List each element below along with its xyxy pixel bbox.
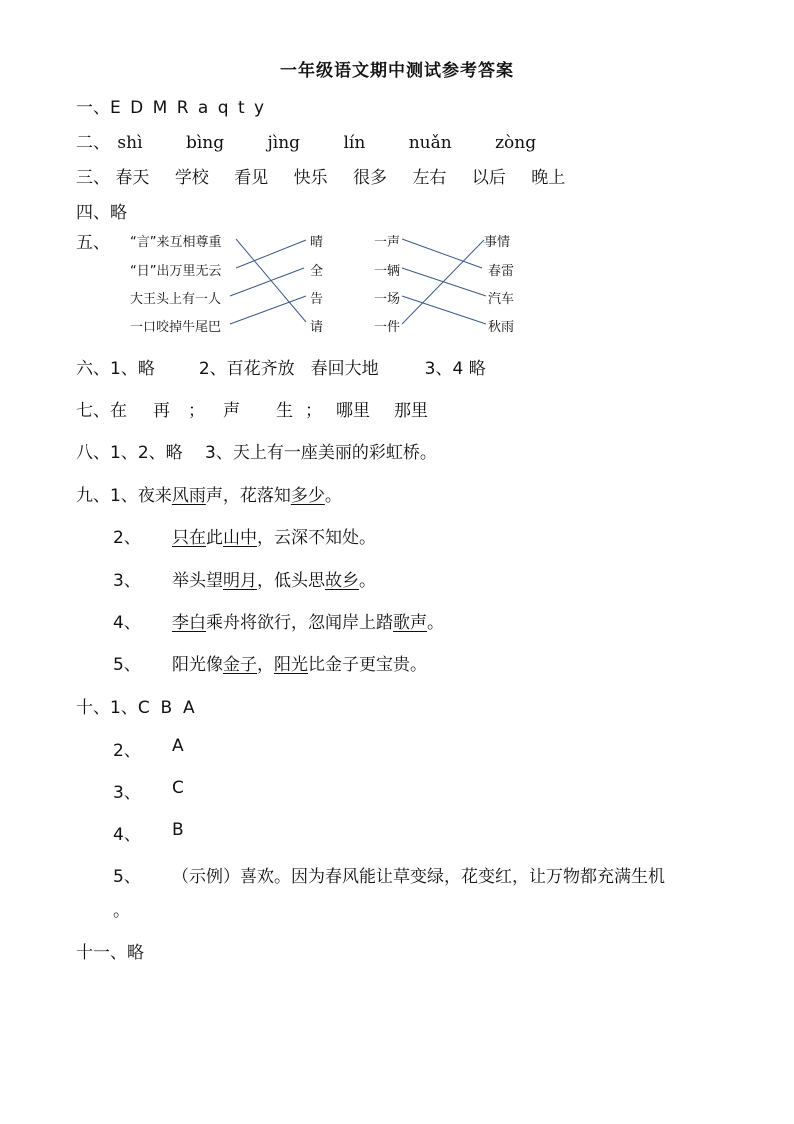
- section-9-line-3: [172, 566, 376, 591]
- match-mid-item: 告: [310, 292, 324, 307]
- word-item: 晚上: [531, 168, 566, 188]
- section-11: [76, 938, 144, 963]
- section-4-label: 四、: [76, 203, 110, 223]
- poem-text: 。: [324, 486, 342, 506]
- word-item: 学校: [174, 168, 209, 188]
- word-item: 春天: [115, 168, 150, 188]
- section-10-answer: B: [172, 820, 184, 840]
- poem-text: 举头望: [172, 571, 223, 591]
- section-7-item: 那里: [394, 401, 428, 421]
- pinyin-item: shì: [117, 133, 143, 153]
- section-5-label: 五、: [76, 233, 110, 253]
- match-noun-item: 事情: [484, 235, 511, 250]
- match-mid-item: 全: [310, 264, 324, 279]
- section-8-label: 八、: [76, 443, 110, 463]
- section-6-label: 六、: [76, 359, 110, 379]
- section-10-answer-end: 。: [113, 901, 130, 921]
- section-7-item: ；: [188, 401, 205, 421]
- word-item: 左右: [412, 168, 447, 188]
- line-number: 3、: [113, 783, 141, 803]
- poem-blank-answer: 金子: [223, 655, 257, 675]
- poem-blank-answer: 歌声: [393, 613, 427, 633]
- line-number: 4、: [113, 613, 141, 633]
- match-measure-item: 一声: [374, 235, 401, 250]
- section-6-part: 1、略: [110, 359, 155, 379]
- section-1-label: 一、: [76, 98, 110, 118]
- line-number: 4、: [113, 825, 141, 845]
- match-measure-item: 一场: [374, 292, 401, 307]
- word-item: 很多: [353, 168, 388, 188]
- poem-text: ，云深不知处。: [257, 528, 376, 548]
- match-line: [230, 268, 304, 296]
- section-10-answer: A: [172, 736, 184, 756]
- poem-text: 声，花落知: [205, 486, 291, 506]
- section-8: [76, 438, 437, 463]
- match-line: [402, 240, 484, 324]
- match-line: [402, 239, 482, 268]
- section-6-part: 3、4 略: [424, 359, 486, 379]
- poem-text: 比金子更宝贵。: [308, 655, 427, 675]
- pinyin-item: nuǎn: [408, 133, 452, 153]
- poem-text: ，: [257, 655, 274, 675]
- poem-blank-answer: 明月: [223, 571, 257, 591]
- poem-blank-answer: 山中: [223, 528, 257, 548]
- section-7-item: 哪里: [336, 401, 370, 421]
- section-3-label: 三、: [76, 168, 110, 188]
- section-9-line-4: [172, 608, 444, 633]
- section-7-item: 生: [276, 401, 293, 421]
- poem-text: 乘舟将欲行，忽闻岸上踏: [206, 613, 393, 633]
- section-7-item: 在: [110, 401, 127, 421]
- poem-blank-answer: 多少: [290, 486, 325, 506]
- match-line: [402, 296, 486, 324]
- section-4-answer: 略: [110, 203, 127, 223]
- section-7-label: 七、: [76, 401, 110, 421]
- section-10-line-1: [76, 693, 195, 718]
- poem-blank-answer: 阳光: [274, 655, 308, 675]
- section-7-item: 再: [153, 401, 170, 421]
- match-left-item: “日”出万里无云: [130, 264, 222, 279]
- word-item: 快乐: [293, 168, 328, 188]
- page-title: 一年级语文期中测试参考答案: [280, 61, 514, 81]
- line-number: 5、: [113, 867, 141, 887]
- section-11-answer: 略: [127, 943, 144, 963]
- poem-text: 此: [206, 528, 223, 548]
- match-measure-item: 一件: [374, 320, 401, 335]
- section-10-answer: 1、C B A: [110, 698, 195, 718]
- line-number: 5、: [113, 655, 141, 675]
- word-item: 以后: [471, 168, 506, 188]
- match-line: [236, 240, 306, 268]
- pinyin-item: jìng: [267, 133, 301, 153]
- poem-text: 夜来: [137, 486, 172, 506]
- section-9-label: 九、: [76, 486, 110, 506]
- section-6: [76, 354, 486, 379]
- line-number: 1、: [110, 486, 138, 506]
- section-1-answer: E D M R a q t y: [110, 98, 267, 118]
- line-number: 3、: [113, 571, 141, 591]
- line-number: 2、: [113, 528, 141, 548]
- match-line: [230, 296, 306, 324]
- poem-blank-answer: 故乡: [325, 571, 359, 591]
- match-left-item: 一口咬掉牛尾巴: [130, 320, 222, 335]
- section-9-line-5: [172, 650, 427, 675]
- section-2-label: 二、: [76, 133, 110, 153]
- poem-blank-answer: 只在: [172, 528, 206, 548]
- poem-text: 阳光像: [172, 655, 223, 675]
- section-10-answer: （示例）喜欢。因为春风能让草变绿，花变红，让万物都充满生机: [172, 867, 665, 887]
- section-10-answer: C: [172, 778, 184, 798]
- section-7-item: ；: [305, 401, 322, 421]
- section-7: [76, 396, 428, 421]
- pinyin-item: bìng: [185, 133, 225, 153]
- poem-text: 。: [359, 571, 376, 591]
- match-left-item: 大王头上有一人: [130, 292, 222, 307]
- section-11-label: 十一、: [76, 943, 127, 963]
- match-mid-item: 请: [310, 320, 324, 335]
- section-7-item: 声: [223, 401, 240, 421]
- poem-text: ，低头思: [257, 571, 325, 591]
- section-9-line-2: [172, 523, 376, 548]
- match-left-item: “言”来互相尊重: [130, 235, 222, 250]
- match-noun-item: 汽车: [488, 292, 515, 307]
- match-measure-item: 一辆: [374, 264, 401, 279]
- pinyin-item: zòng: [495, 133, 537, 153]
- match-noun-item: 秋雨: [488, 320, 515, 335]
- section-10-label: 十、: [76, 698, 110, 718]
- poem-text: 。: [427, 613, 444, 633]
- word-item: 看见: [234, 168, 269, 188]
- pinyin-item: lín: [343, 133, 366, 153]
- poem-blank-answer: 李白: [172, 613, 206, 633]
- section-9-line-1: [76, 481, 342, 506]
- line-number: 2、: [113, 741, 141, 761]
- section-6-part: 春回大地: [310, 359, 379, 379]
- match-line: [402, 268, 486, 296]
- match-noun-item: 春雷: [488, 264, 515, 279]
- match-mid-item: 晴: [310, 235, 324, 250]
- section-6-part: 2、百花齐放: [198, 359, 295, 379]
- poem-blank-answer: 风雨: [171, 486, 206, 506]
- section-8-answer: 1、2、略 3、天上有一座美丽的彩虹桥。: [110, 443, 437, 463]
